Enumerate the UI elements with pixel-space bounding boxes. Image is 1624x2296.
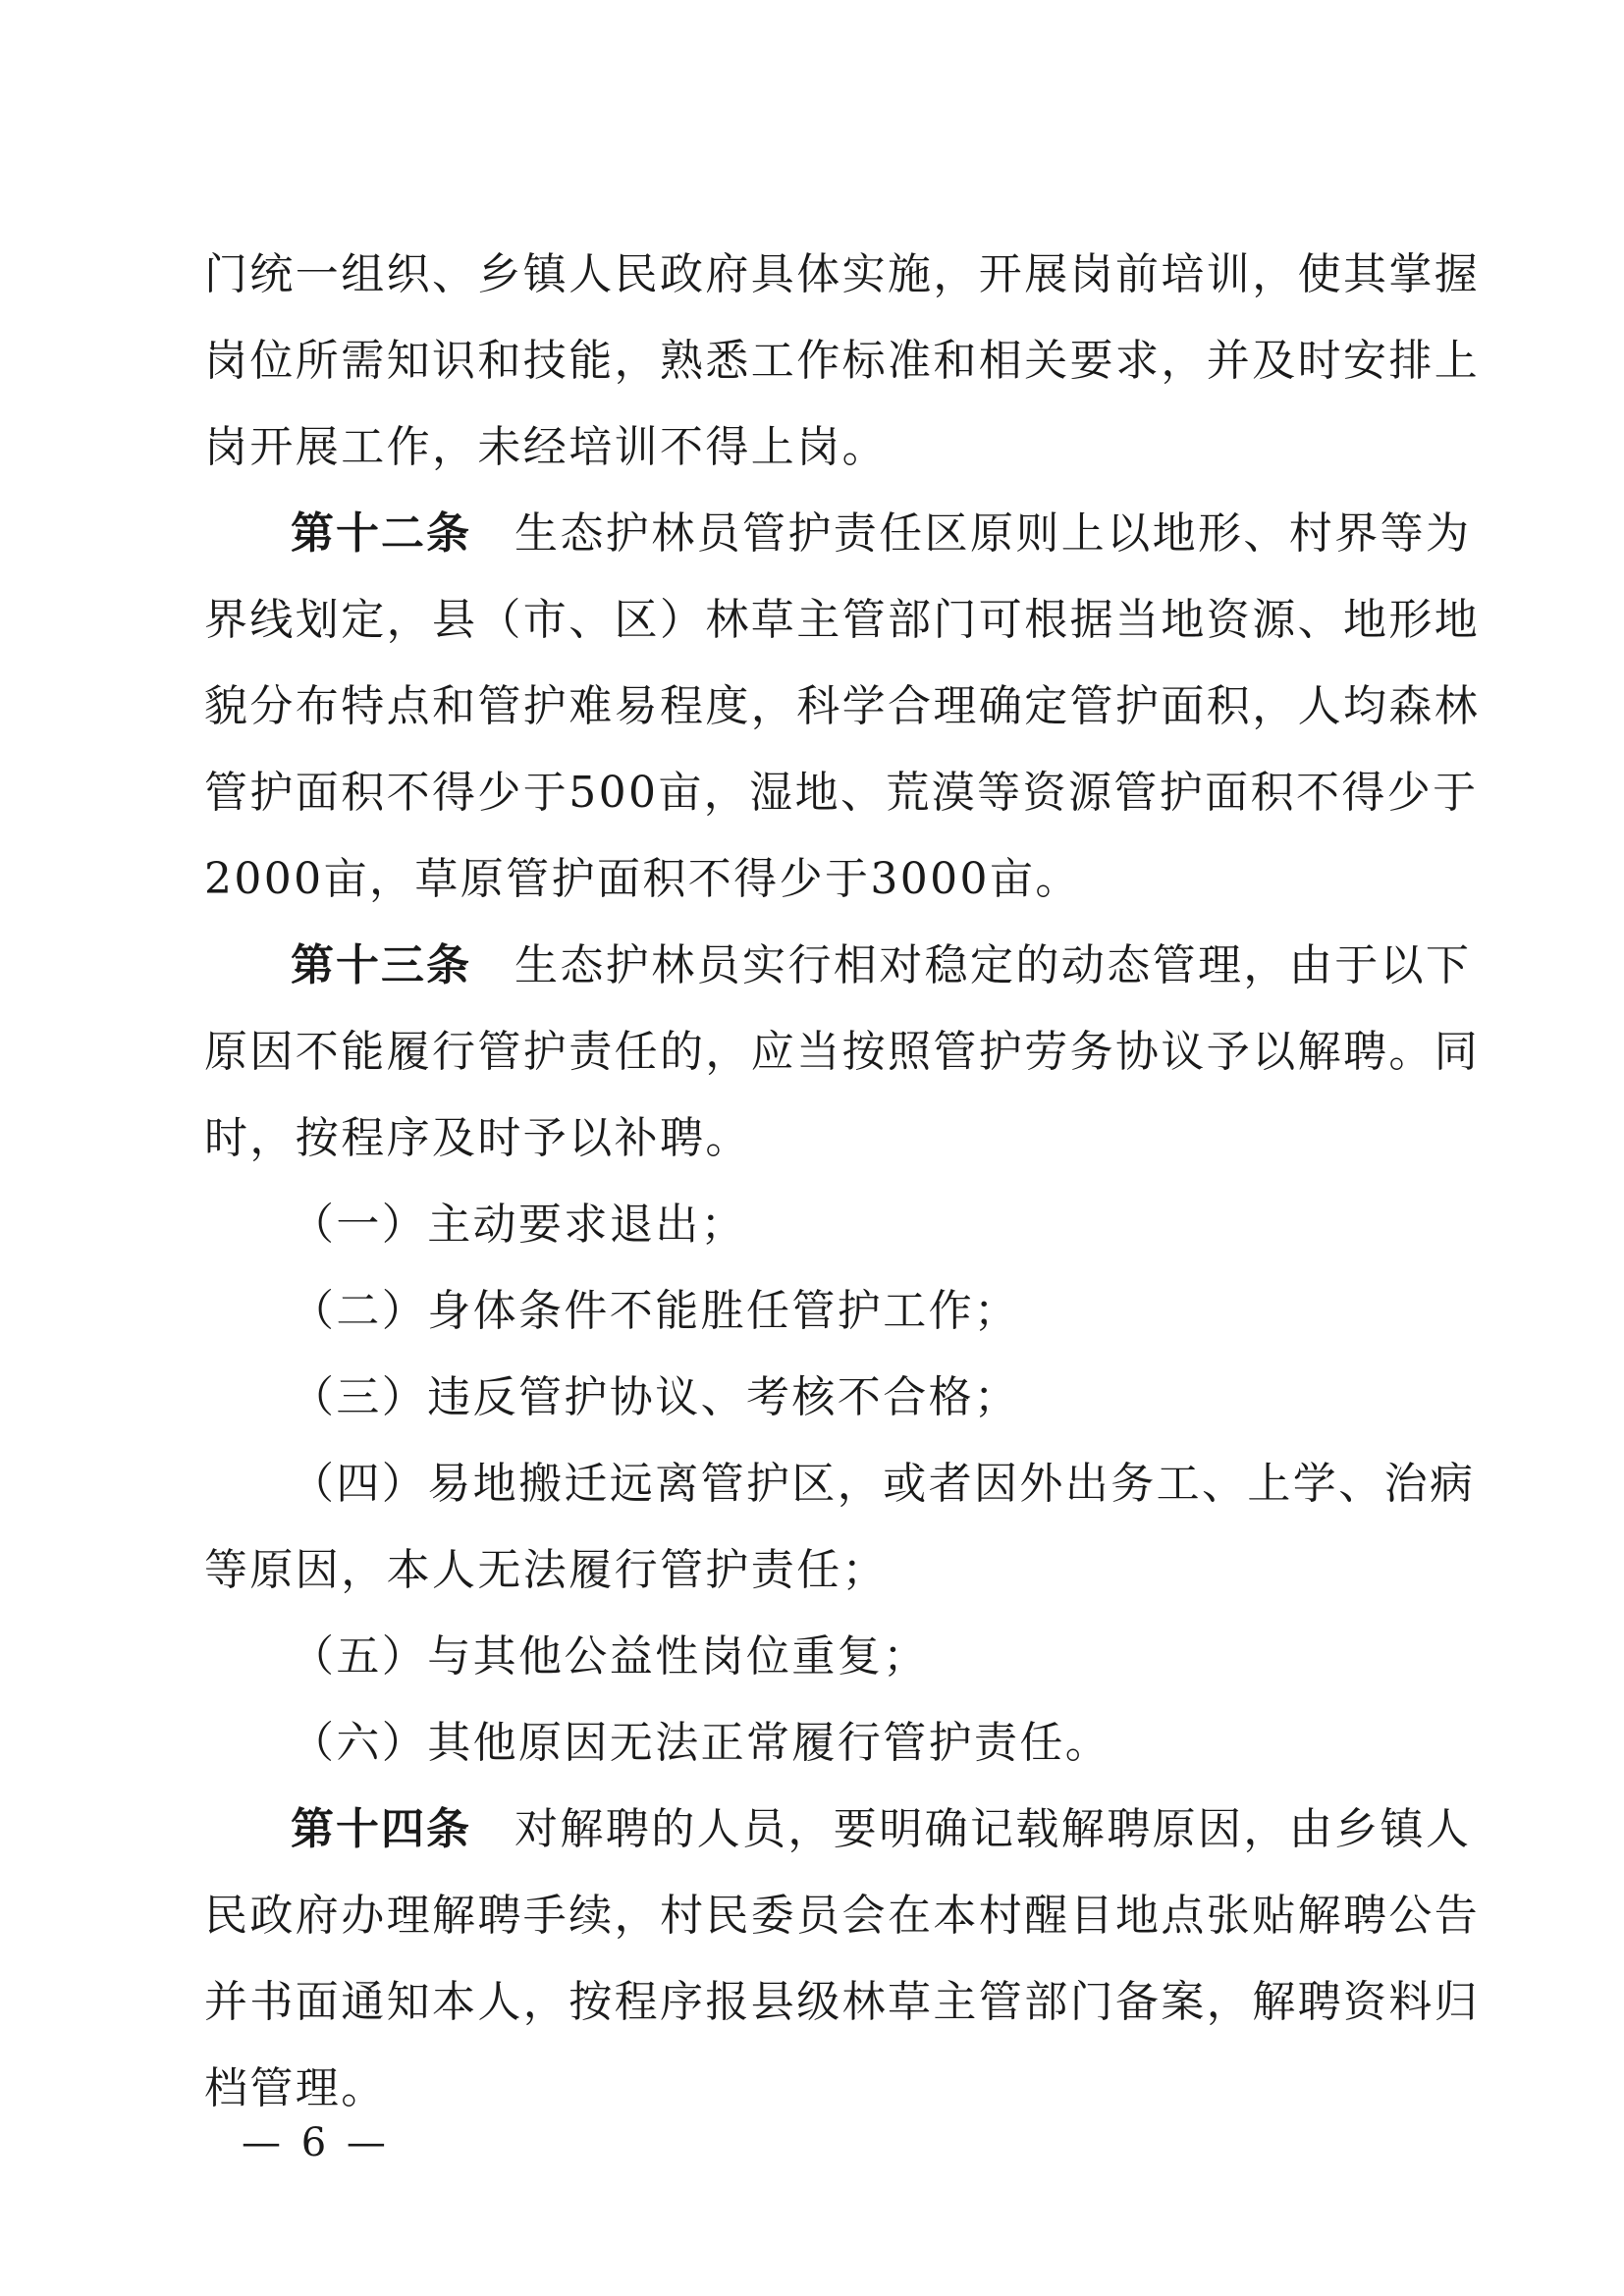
article-12-first-line bbox=[291, 505, 1471, 563]
list-item: （四）易地搬迁远离管护区，或者因外出务工、上学、治病 bbox=[291, 1459, 1476, 1509]
list-item: （五）与其他公益性岗位重复； bbox=[291, 1631, 929, 1682]
paragraph-line: 管护面积不得少于500亩，湿地、荒漠等资源管护面积不得少于 bbox=[204, 768, 1479, 818]
paragraph-line: 时，按程序及时予以补聘。 bbox=[204, 1113, 751, 1163]
paragraph-line: 原因不能履行管护责任的，应当按照管护劳务协议予以解聘。同 bbox=[204, 1027, 1481, 1077]
list-item: （六）其他原因无法正常履行管护责任。 bbox=[291, 1718, 1111, 1768]
article-12-label: 第十二条 bbox=[291, 508, 471, 559]
article-12-text: 生态护林员管护责任区原则上以地形、村界等为 bbox=[514, 508, 1472, 559]
list-item-continuation: 等原因，本人无法履行管护责任； bbox=[204, 1545, 888, 1595]
paragraph-line: 2000亩，草原管护面积不得少于3000亩。 bbox=[204, 854, 1081, 904]
paragraph-line: 门统一组织、乡镇人民政府具体实施，开展岗前培训，使其掌握 bbox=[204, 249, 1481, 299]
list-item: （二）身体条件不能胜任管护工作； bbox=[291, 1286, 1020, 1336]
paragraph-line: 并书面通知本人，按程序报县级林草主管部门备案，解聘资料归 bbox=[204, 1977, 1481, 2027]
article-14-label: 第十四条 bbox=[291, 1804, 471, 1854]
list-item: （一）主动要求退出； bbox=[291, 1200, 746, 1250]
article-14-text: 对解聘的人员，要明确记载解聘原因，由乡镇人 bbox=[514, 1804, 1472, 1854]
article-14-first-line bbox=[291, 1800, 1471, 1859]
article-13-label: 第十三条 bbox=[291, 940, 471, 990]
paragraph-line: 档管理。 bbox=[204, 2063, 387, 2113]
list-item: （三）违反管护协议、考核不合格； bbox=[291, 1372, 1020, 1422]
paragraph-line: 界线划定，县（市、区）林草主管部门可根据当地资源、地形地 bbox=[204, 595, 1481, 645]
paragraph-line: 岗位所需知识和技能，熟悉工作标准和相关要求，并及时安排上 bbox=[204, 336, 1481, 386]
article-13-first-line bbox=[291, 936, 1471, 995]
paragraph-line: 民政府办理解聘手续，村民委员会在本村醒目地点张贴解聘公告 bbox=[204, 1891, 1481, 1941]
paragraph-line: 岗开展工作，未经培训不得上岗。 bbox=[204, 422, 888, 472]
paragraph-line: 貌分布特点和管护难易程度，科学合理确定管护面积，人均森林 bbox=[204, 681, 1481, 731]
article-13-text: 生态护林员实行相对稳定的动态管理，由于以下 bbox=[514, 940, 1472, 990]
page-number: — 6 — bbox=[242, 2120, 390, 2165]
